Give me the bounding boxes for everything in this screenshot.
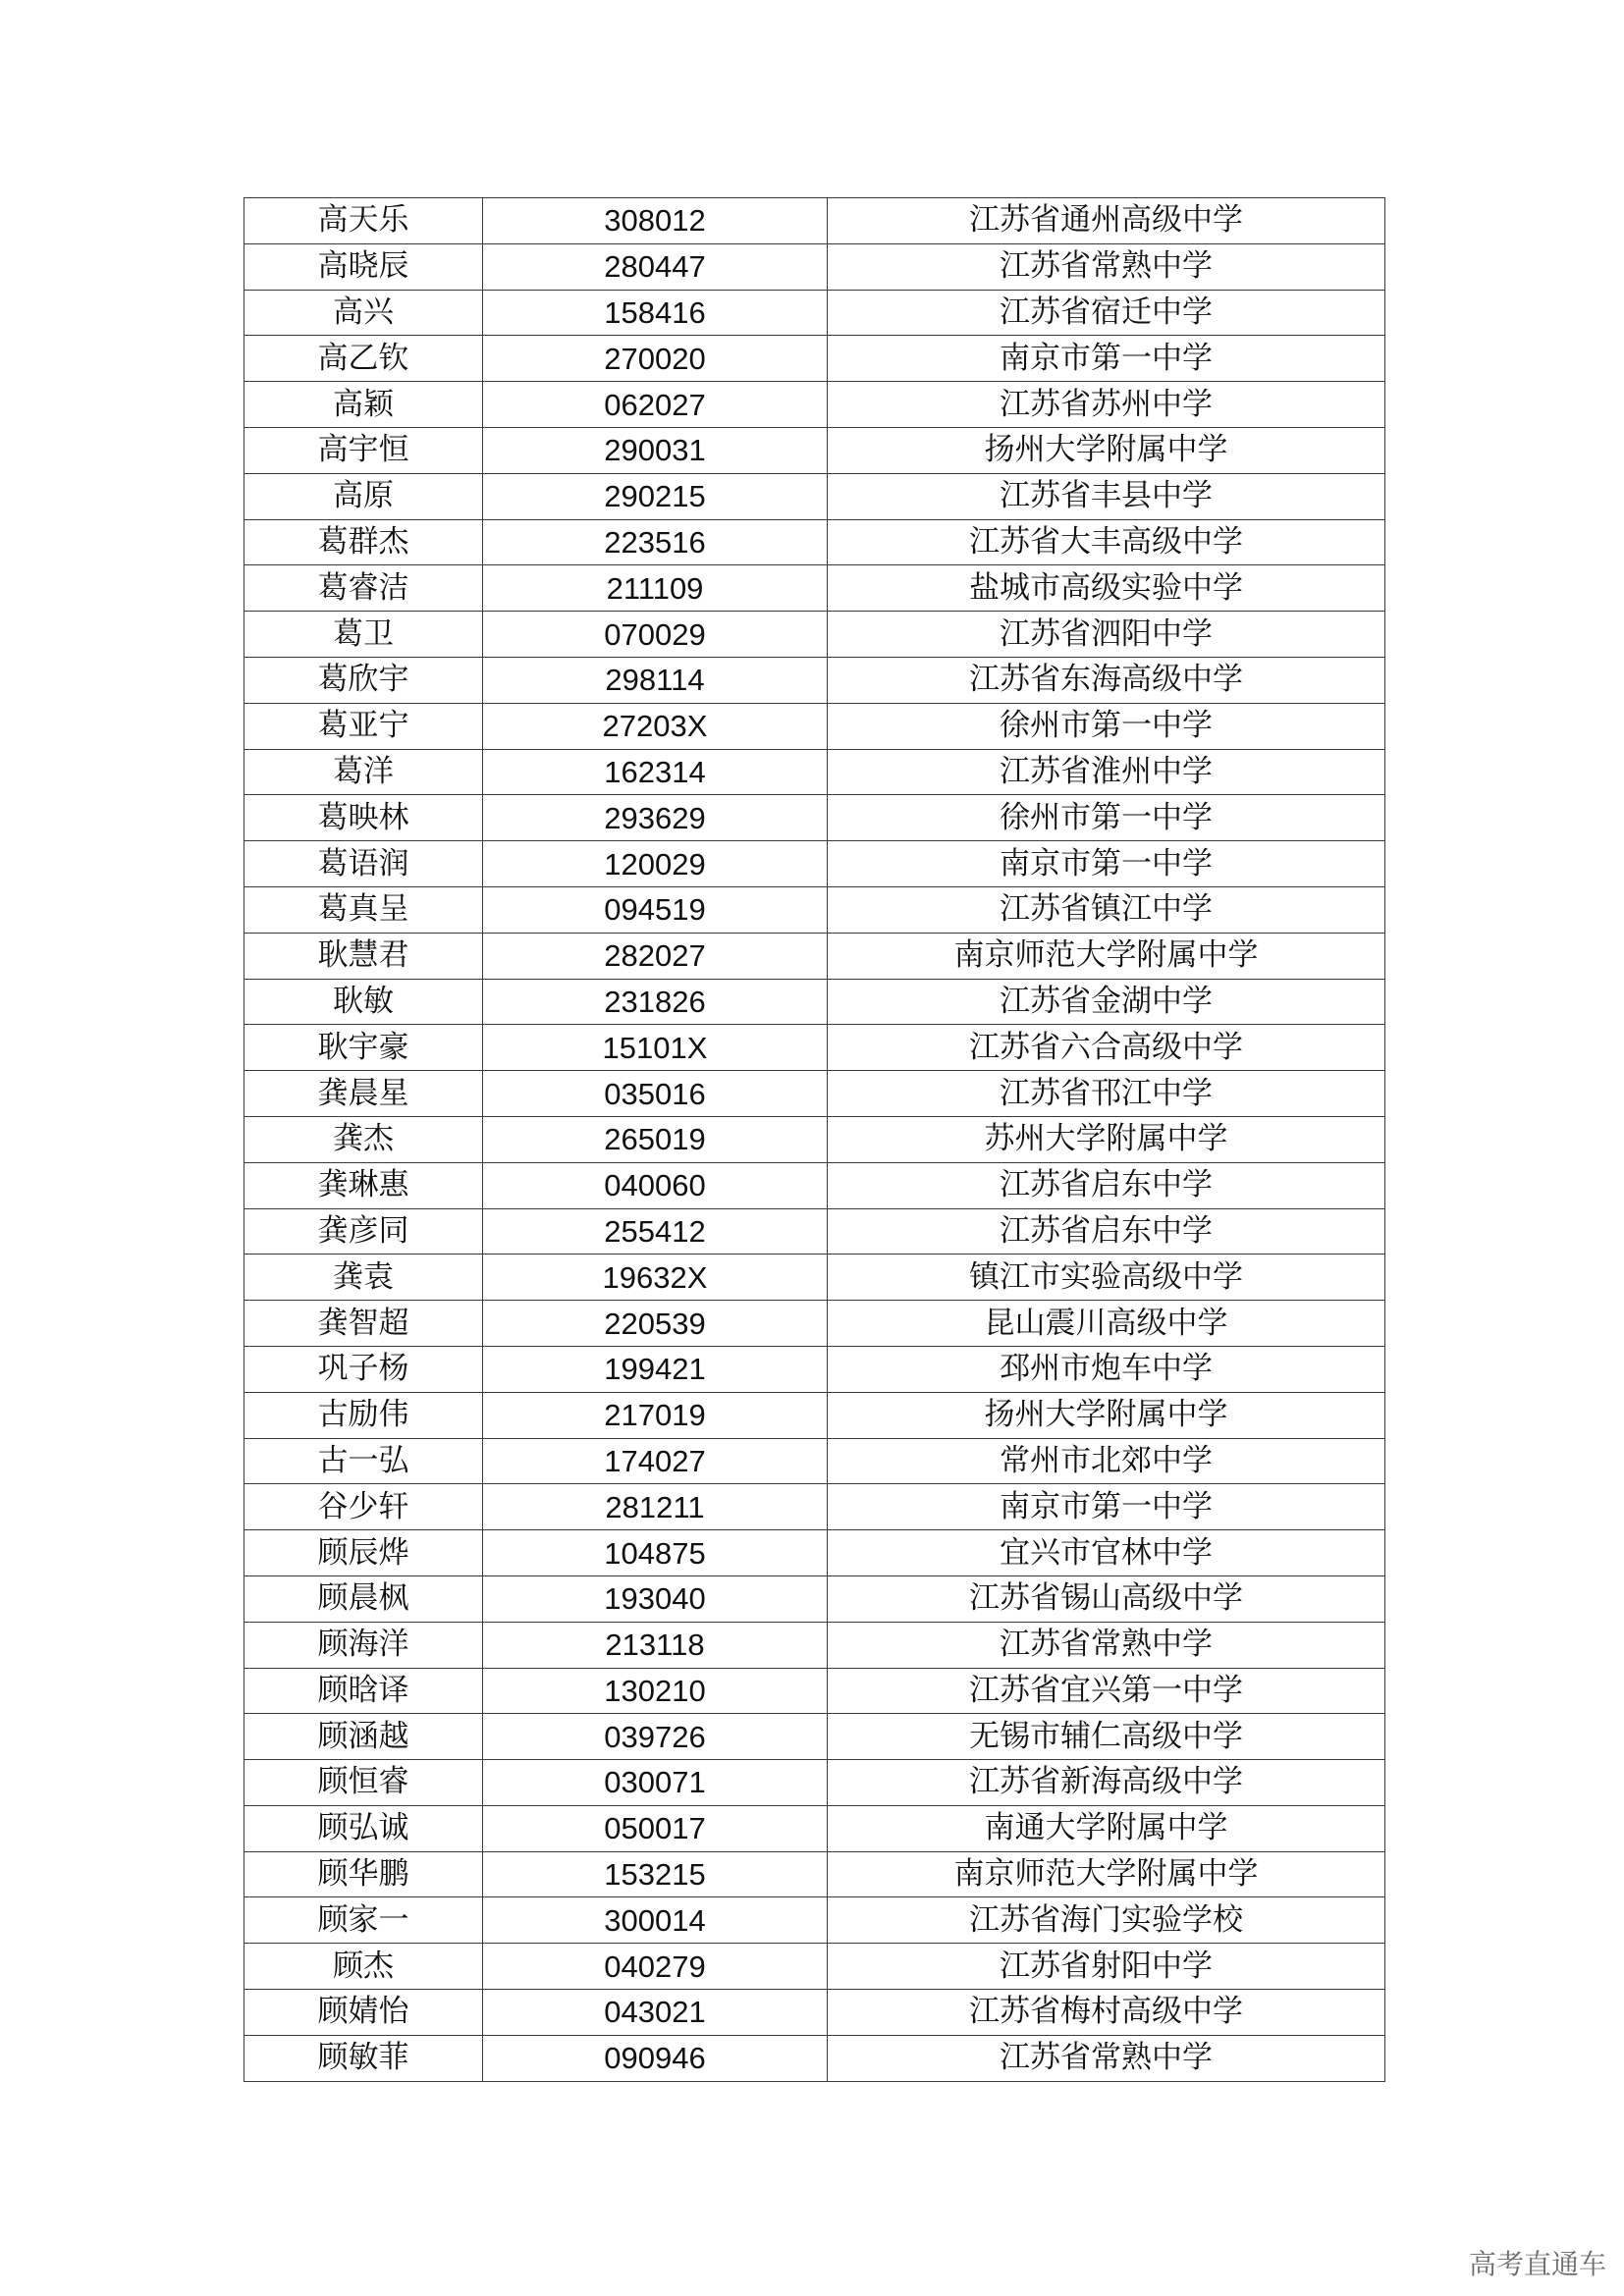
school-cell: 江苏省大丰高级中学 bbox=[828, 519, 1385, 565]
roster-table bbox=[244, 197, 1385, 2082]
name-cell: 耿宇豪 bbox=[244, 1025, 483, 1071]
id-cell: 040060 bbox=[483, 1162, 828, 1208]
school-cell: 南京市第一中学 bbox=[828, 1484, 1385, 1530]
table-row bbox=[244, 1944, 1385, 1990]
name-cell: 葛洋 bbox=[244, 749, 483, 795]
name-cell: 顾敏菲 bbox=[244, 2035, 483, 2081]
school-cell: 江苏省梅村高级中学 bbox=[828, 1990, 1385, 2036]
school-cell: 江苏省金湖中学 bbox=[828, 979, 1385, 1025]
id-cell: 217019 bbox=[483, 1392, 828, 1438]
table-row bbox=[244, 979, 1385, 1025]
id-cell: 300014 bbox=[483, 1897, 828, 1944]
school-cell: 南京师范大学附属中学 bbox=[828, 1851, 1385, 1897]
table-row bbox=[244, 795, 1385, 841]
school-cell: 江苏省常熟中学 bbox=[828, 1622, 1385, 1668]
name-cell: 古励伟 bbox=[244, 1392, 483, 1438]
school-cell: 邳州市炮车中学 bbox=[828, 1346, 1385, 1392]
school-cell: 江苏省启东中学 bbox=[828, 1208, 1385, 1255]
name-cell: 顾辰烨 bbox=[244, 1530, 483, 1576]
name-cell: 葛卫 bbox=[244, 612, 483, 658]
name-cell: 巩子杨 bbox=[244, 1346, 483, 1392]
id-cell: 281211 bbox=[483, 1484, 828, 1530]
school-cell: 盐城市高级实验中学 bbox=[828, 565, 1385, 612]
school-cell: 江苏省六合高级中学 bbox=[828, 1025, 1385, 1071]
table-row bbox=[244, 1575, 1385, 1622]
table-row bbox=[244, 1484, 1385, 1530]
name-cell: 葛映林 bbox=[244, 795, 483, 841]
school-cell: 江苏省淮州中学 bbox=[828, 749, 1385, 795]
school-cell: 常州市北郊中学 bbox=[828, 1438, 1385, 1484]
school-cell: 江苏省常熟中学 bbox=[828, 243, 1385, 290]
school-cell: 江苏省射阳中学 bbox=[828, 1944, 1385, 1990]
id-cell: 220539 bbox=[483, 1301, 828, 1347]
table-row bbox=[244, 612, 1385, 658]
name-cell: 龚晨星 bbox=[244, 1071, 483, 1117]
id-cell: 035016 bbox=[483, 1071, 828, 1117]
id-cell: 19632X bbox=[483, 1255, 828, 1301]
name-cell: 高原 bbox=[244, 473, 483, 519]
name-cell: 龚彦同 bbox=[244, 1208, 483, 1255]
school-cell: 徐州市第一中学 bbox=[828, 703, 1385, 749]
name-cell: 高宇恒 bbox=[244, 427, 483, 473]
school-cell: 江苏省丰县中学 bbox=[828, 473, 1385, 519]
school-cell: 江苏省海门实验学校 bbox=[828, 1897, 1385, 1944]
id-cell: 090946 bbox=[483, 2035, 828, 2081]
table-row bbox=[244, 336, 1385, 382]
table-row bbox=[244, 1668, 1385, 1714]
table-row bbox=[244, 1162, 1385, 1208]
name-cell: 顾家一 bbox=[244, 1897, 483, 1944]
id-cell: 043021 bbox=[483, 1990, 828, 2036]
id-cell: 174027 bbox=[483, 1438, 828, 1484]
name-cell: 顾华鹏 bbox=[244, 1851, 483, 1897]
table-row bbox=[244, 427, 1385, 473]
table-row bbox=[244, 1116, 1385, 1162]
id-cell: 130210 bbox=[483, 1668, 828, 1714]
table-row bbox=[244, 565, 1385, 612]
table-row bbox=[244, 1071, 1385, 1117]
id-cell: 270020 bbox=[483, 336, 828, 382]
table-row bbox=[244, 519, 1385, 565]
name-cell: 顾晨枫 bbox=[244, 1575, 483, 1622]
school-cell: 江苏省宿迁中学 bbox=[828, 290, 1385, 336]
id-cell: 162314 bbox=[483, 749, 828, 795]
school-cell: 扬州大学附属中学 bbox=[828, 427, 1385, 473]
id-cell: 15101X bbox=[483, 1025, 828, 1071]
name-cell: 葛睿洁 bbox=[244, 565, 483, 612]
id-cell: 265019 bbox=[483, 1116, 828, 1162]
table-row bbox=[244, 1714, 1385, 1760]
name-cell: 古一弘 bbox=[244, 1438, 483, 1484]
table-row bbox=[244, 749, 1385, 795]
table-row bbox=[244, 703, 1385, 749]
name-cell: 耿慧君 bbox=[244, 933, 483, 979]
table-row bbox=[244, 1760, 1385, 1806]
id-cell: 280447 bbox=[483, 243, 828, 290]
name-cell: 葛欣宇 bbox=[244, 657, 483, 703]
name-cell: 龚杰 bbox=[244, 1116, 483, 1162]
name-cell: 谷少轩 bbox=[244, 1484, 483, 1530]
name-cell: 高颖 bbox=[244, 382, 483, 428]
id-cell: 094519 bbox=[483, 886, 828, 933]
table-row bbox=[244, 841, 1385, 887]
school-cell: 江苏省常熟中学 bbox=[828, 2035, 1385, 2081]
name-cell: 高兴 bbox=[244, 290, 483, 336]
id-cell: 27203X bbox=[483, 703, 828, 749]
table-row bbox=[244, 1392, 1385, 1438]
table-row bbox=[244, 1301, 1385, 1347]
table-row bbox=[244, 657, 1385, 703]
name-cell: 顾晗译 bbox=[244, 1668, 483, 1714]
id-cell: 062027 bbox=[483, 382, 828, 428]
school-cell: 镇江市实验高级中学 bbox=[828, 1255, 1385, 1301]
table-row bbox=[244, 1990, 1385, 2036]
watermark-text: 高考直通车 bbox=[1468, 2248, 1606, 2280]
table-row bbox=[244, 1897, 1385, 1944]
id-cell: 193040 bbox=[483, 1575, 828, 1622]
table-row bbox=[244, 1255, 1385, 1301]
name-cell: 龚智超 bbox=[244, 1301, 483, 1347]
id-cell: 290215 bbox=[483, 473, 828, 519]
table-row bbox=[244, 1622, 1385, 1668]
school-cell: 南京市第一中学 bbox=[828, 336, 1385, 382]
table-row bbox=[244, 198, 1385, 244]
table-row bbox=[244, 933, 1385, 979]
school-cell: 江苏省苏州中学 bbox=[828, 382, 1385, 428]
id-cell: 223516 bbox=[483, 519, 828, 565]
name-cell: 顾海洋 bbox=[244, 1622, 483, 1668]
id-cell: 199421 bbox=[483, 1346, 828, 1392]
id-cell: 231826 bbox=[483, 979, 828, 1025]
school-cell: 苏州大学附属中学 bbox=[828, 1116, 1385, 1162]
table-row bbox=[244, 886, 1385, 933]
table-row bbox=[244, 2035, 1385, 2081]
id-cell: 211109 bbox=[483, 565, 828, 612]
id-cell: 070029 bbox=[483, 612, 828, 658]
roster-table-body bbox=[244, 198, 1385, 2082]
name-cell: 高晓辰 bbox=[244, 243, 483, 290]
id-cell: 153215 bbox=[483, 1851, 828, 1897]
school-cell: 南通大学附属中学 bbox=[828, 1805, 1385, 1851]
table-row bbox=[244, 1025, 1385, 1071]
table-row bbox=[244, 1530, 1385, 1576]
id-cell: 104875 bbox=[483, 1530, 828, 1576]
table-row bbox=[244, 1208, 1385, 1255]
id-cell: 293629 bbox=[483, 795, 828, 841]
school-cell: 徐州市第一中学 bbox=[828, 795, 1385, 841]
id-cell: 290031 bbox=[483, 427, 828, 473]
table-row bbox=[244, 1438, 1385, 1484]
id-cell: 050017 bbox=[483, 1805, 828, 1851]
id-cell: 030071 bbox=[483, 1760, 828, 1806]
id-cell: 158416 bbox=[483, 290, 828, 336]
id-cell: 255412 bbox=[483, 1208, 828, 1255]
school-cell: 江苏省镇江中学 bbox=[828, 886, 1385, 933]
school-cell: 江苏省新海高级中学 bbox=[828, 1760, 1385, 1806]
table-row bbox=[244, 473, 1385, 519]
school-cell: 江苏省启东中学 bbox=[828, 1162, 1385, 1208]
id-cell: 282027 bbox=[483, 933, 828, 979]
school-cell: 江苏省宜兴第一中学 bbox=[828, 1668, 1385, 1714]
name-cell: 龚琳惠 bbox=[244, 1162, 483, 1208]
id-cell: 213118 bbox=[483, 1622, 828, 1668]
name-cell: 龚袁 bbox=[244, 1255, 483, 1301]
table-row bbox=[244, 1805, 1385, 1851]
name-cell: 顾弘诚 bbox=[244, 1805, 483, 1851]
school-cell: 南京市第一中学 bbox=[828, 841, 1385, 887]
school-cell: 宜兴市官林中学 bbox=[828, 1530, 1385, 1576]
name-cell: 葛群杰 bbox=[244, 519, 483, 565]
table-row bbox=[244, 290, 1385, 336]
name-cell: 葛语润 bbox=[244, 841, 483, 887]
school-cell: 南京师范大学附属中学 bbox=[828, 933, 1385, 979]
name-cell: 葛亚宁 bbox=[244, 703, 483, 749]
name-cell: 耿敏 bbox=[244, 979, 483, 1025]
school-cell: 江苏省泗阳中学 bbox=[828, 612, 1385, 658]
name-cell: 高乙钦 bbox=[244, 336, 483, 382]
name-cell: 顾婧怡 bbox=[244, 1990, 483, 2036]
name-cell: 高天乐 bbox=[244, 198, 483, 244]
id-cell: 308012 bbox=[483, 198, 828, 244]
id-cell: 120029 bbox=[483, 841, 828, 887]
school-cell: 江苏省东海高级中学 bbox=[828, 657, 1385, 703]
table-row bbox=[244, 1851, 1385, 1897]
table-row bbox=[244, 243, 1385, 290]
table-row bbox=[244, 382, 1385, 428]
school-cell: 江苏省通州高级中学 bbox=[828, 198, 1385, 244]
school-cell: 江苏省锡山高级中学 bbox=[828, 1575, 1385, 1622]
table-row bbox=[244, 1346, 1385, 1392]
name-cell: 顾杰 bbox=[244, 1944, 483, 1990]
id-cell: 039726 bbox=[483, 1714, 828, 1760]
school-cell: 扬州大学附属中学 bbox=[828, 1392, 1385, 1438]
name-cell: 葛真呈 bbox=[244, 886, 483, 933]
name-cell: 顾涵越 bbox=[244, 1714, 483, 1760]
school-cell: 昆山震川高级中学 bbox=[828, 1301, 1385, 1347]
name-cell: 顾恒睿 bbox=[244, 1760, 483, 1806]
school-cell: 江苏省邗江中学 bbox=[828, 1071, 1385, 1117]
id-cell: 040279 bbox=[483, 1944, 828, 1990]
id-cell: 298114 bbox=[483, 657, 828, 703]
school-cell: 无锡市辅仁高级中学 bbox=[828, 1714, 1385, 1760]
